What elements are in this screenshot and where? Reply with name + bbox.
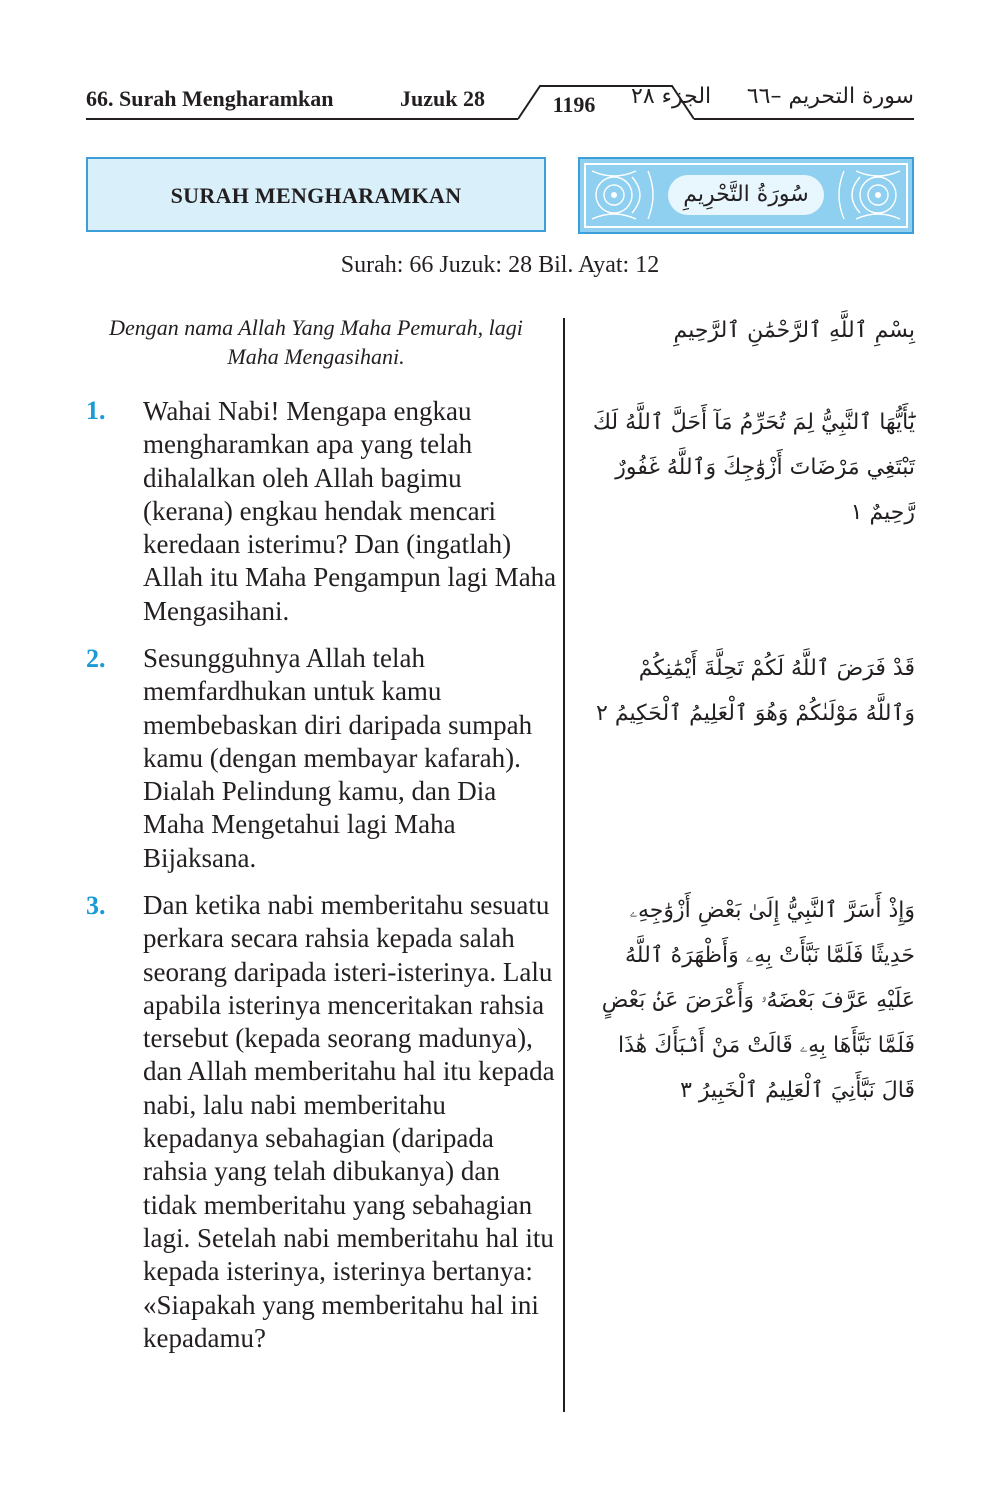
column-divider — [563, 318, 565, 1412]
header-surah-name: 66. Surah Mengharamkan — [86, 86, 334, 111]
header-arabic-surah: سورة التحريم –٦٦ — [746, 84, 914, 109]
ornamental-arabic-title — [578, 157, 914, 234]
verse-translation: Wahai Nabi! Mengapa engkau mengharamkan apa yang telah dihalalkan oleh Allah bagimu (kerana) engkau hendak mencari keredaan isterimu? Dan (ingatlah) Allah itu Maha Pengampun lagi Maha Mengasihani. — [143, 396, 557, 626]
basmala-arabic: بِسْمِ ٱللَّهِ ٱلرَّحْمَٰنِ ٱلرَّحِيمِ — [673, 318, 915, 343]
header-arabic-juz: الجزء ٢٨ — [631, 84, 712, 109]
verse-arabic: قَدْ فَرَضَ ٱللَّهُ لَكُمْ تَحِلَّةَ أَيْمَٰنِكُمْ وَٱللَّهُ مَوْلَىٰكُمْ وَهُوَ ٱلْعَلِيمُ ٱلْحَكِيمُ ٢ — [596, 656, 915, 726]
verse-arabic: يَٰٓأَيُّهَا ٱلنَّبِيُّ لِمَ تُحَرِّمُ مَآ أَحَلَّ ٱللَّهُ لَكَ تَبْتَغِي مَرْضَاتَ أَزْوَٰجِكَ وَٱللَّهُ غَفُورٌ رَّحِيمٌ ١ — [592, 410, 915, 525]
surah-title-box — [86, 157, 546, 232]
header-rule-left — [86, 118, 518, 120]
verse-number: 2. — [86, 644, 106, 673]
basmala-translation: Dengan nama Allah Yang Maha Pemurah, lagi Maha Mengasihani. — [109, 315, 523, 369]
surah-title: SURAH MENGHARAMKAN — [170, 183, 462, 208]
surah-meta-info: Surah: 66 Juzuk: 28 Bil. Ayat: 12 — [340, 252, 660, 278]
verse-number: 3. — [86, 891, 106, 920]
header-juzuk: Juzuk 28 — [400, 86, 485, 111]
verse-translation: Dan ketika nabi memberitahu sesuatu perkara secara rahsia kepada salah seorang daripada isteri-isterinya. Lalu apabila isterinya menceritakan rahsia tersebut (kepada seorang madunya), dan Allah memberitahu hal itu kepada nabi, lalu nabi memberitahu kepadanya sebahagian (daripada rahsia yang telah dibukanya) dan tidak memberitahu yang sebahagian lagi. Setelah nabi memberitahu hal itu kepada isterinya, isterinya bertanya: «Siapakah yang memberitahu hal ini kepadamu? — [143, 890, 555, 1353]
verse-translation: Sesungguhnya Allah telah memfardhukan untuk kamu membebaskan diri daripada sumpah kamu (dengan membayar kafarah). Dialah Pelindung kamu, dan Dia Maha Mengetahui lagi Maha Bijaksana. — [143, 643, 533, 873]
verse-number: 1. — [86, 396, 106, 425]
verse-arabic: وَإِذْ أَسَرَّ ٱلنَّبِيُّ إِلَىٰ بَعْضِ أَزْوَٰجِهِۦ حَدِيثًا فَلَمَّا نَبَّأَتْ بِهِۦ وَأَظْهَرَهُ ٱللَّهُ عَلَيْهِ عَرَّفَ بَعْضَهُۥ وَأَعْرَضَ عَنۢ بَعْضٍ فَلَمَّا نَبَّأَهَا بِهِۦ قَالَتْ مَنْ أَنۢبَأَكَ هَٰذَا قَالَ نَبَّأَنِيَ ٱلْعَلِيمُ ٱلْخَبِيرُ ٣ — [601, 898, 915, 1103]
header-rule-right — [694, 118, 914, 120]
running-header — [86, 84, 914, 124]
arabic-surah-title: سُورَةُ التَّحْرِيمِ — [668, 175, 824, 215]
page-number: 1196 — [552, 92, 596, 117]
